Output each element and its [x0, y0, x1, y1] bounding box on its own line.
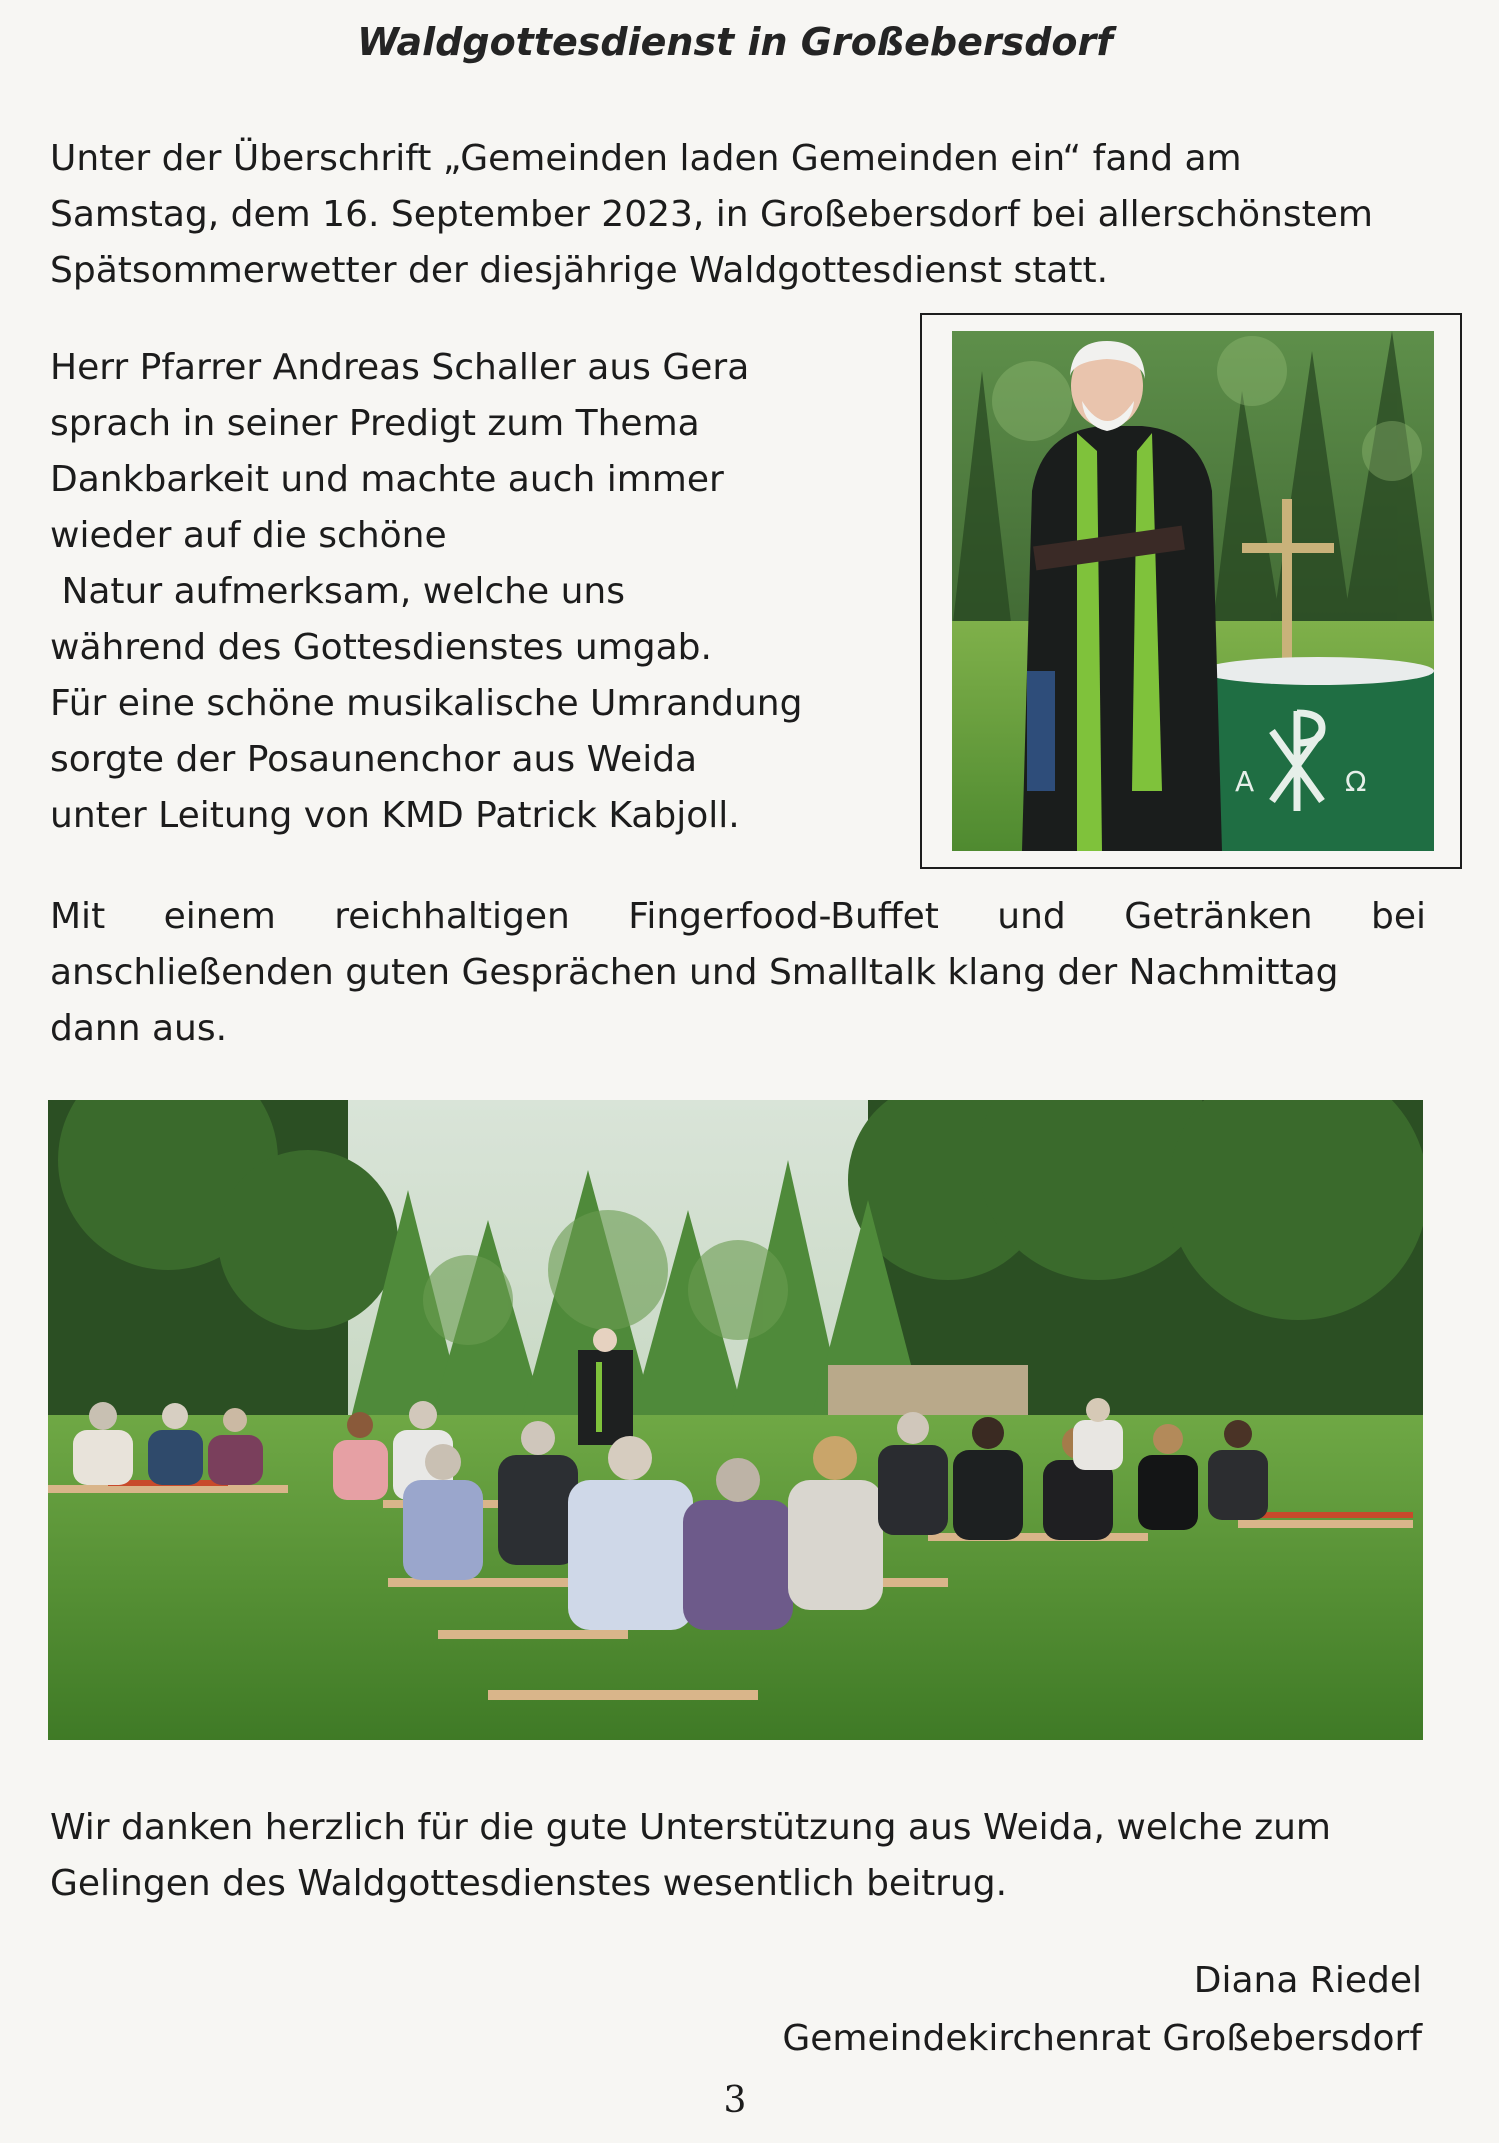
intro-paragraph — [50, 131, 1426, 299]
text-line: dann aus. — [50, 1008, 228, 1049]
congregation-photo — [48, 1100, 1423, 1740]
text-line: Für eine schöne musikalische Umrandung — [50, 683, 803, 724]
text-line: sorgte der Posaunenchor aus Weida — [50, 739, 698, 780]
text-line: Mit einem reichhaltigen Fingerfood-Buffet und Getränken bei — [50, 896, 1426, 937]
altar — [1202, 657, 1434, 851]
thanks-paragraph — [50, 1800, 1426, 1912]
pastor-photo-frame — [920, 313, 1462, 869]
page-number: 3 — [723, 2080, 747, 2121]
text-line: Dankbarkeit und machte auch immer — [50, 459, 724, 500]
omega-letter: Ω — [1345, 765, 1367, 798]
buffet-paragraph — [50, 889, 1426, 1057]
text-line: anschließenden guten Gesprächen und Smalltalk klang der Nachmittag — [50, 952, 1339, 993]
signature-role: Gemeindekirchenrat Großebersdorf — [782, 2018, 1422, 2059]
article-title: Waldgottesdienst in Großebersdorf — [357, 20, 1113, 64]
cross-icon — [1282, 499, 1292, 674]
text-line: unter Leitung von KMD Patrick Kabjoll. — [50, 795, 740, 836]
text-line: während des Gottesdienstes umgab. — [50, 627, 712, 668]
sermon-paragraph — [50, 340, 870, 844]
text-line: Spätsommerwetter der diesjährige Waldgottesdienst statt. — [50, 250, 1109, 291]
pastor-photo-illustration — [952, 331, 1434, 851]
text-line: Unter der Überschrift „Gemeinden laden Gemeinden ein“ fand am — [50, 138, 1242, 179]
signature-name: Diana Riedel — [1193, 1960, 1422, 2001]
text-line: Gelingen des Waldgottesdienstes wesentlich beitrug. — [50, 1863, 1008, 1904]
pastor-photo — [952, 331, 1434, 851]
text-line: sprach in seiner Predigt zum Thema — [50, 403, 700, 444]
text-line: wieder auf die schöne — [50, 515, 447, 556]
text-line: Wir danken herzlich für die gute Unterstützung aus Weida, welche zum — [50, 1807, 1331, 1848]
text-line: Natur aufmerksam, welche uns — [50, 571, 625, 612]
alpha-letter: A — [1235, 765, 1255, 798]
text-line: Samstag, dem 16. September 2023, in Großebersdorf bei allerschönstem — [50, 194, 1373, 235]
text-line: Herr Pfarrer Andreas Schaller aus Gera — [50, 347, 750, 388]
congregation-photo-illustration — [48, 1100, 1423, 1740]
